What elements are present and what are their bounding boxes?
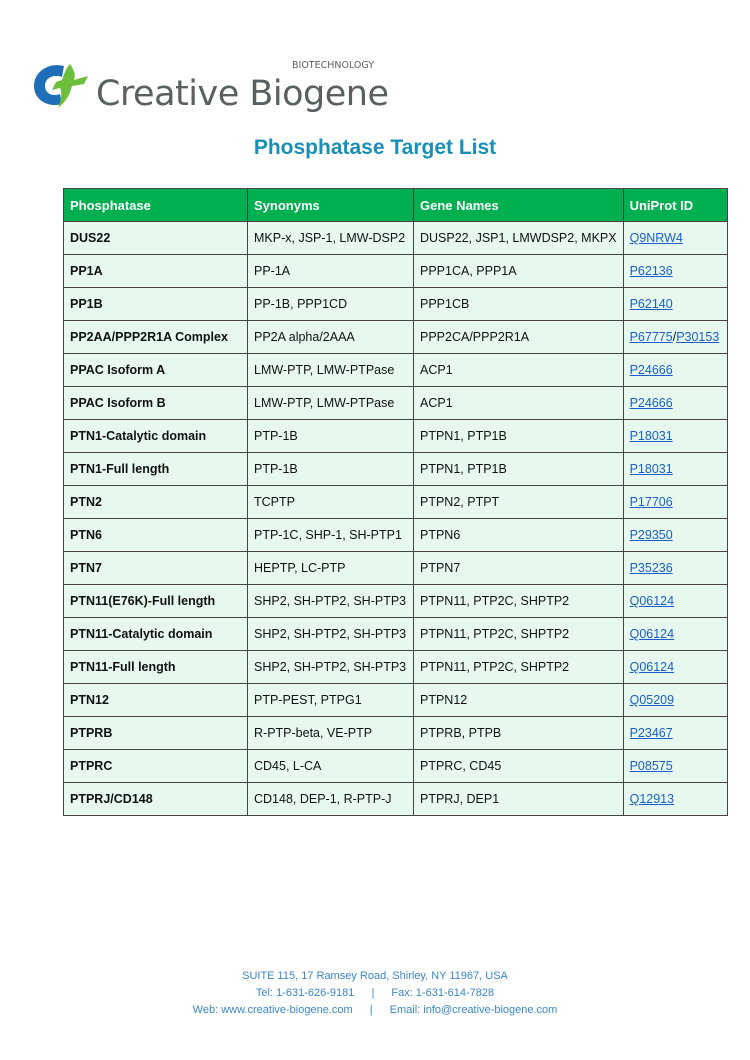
table-row [64, 354, 728, 387]
phosphatase-cell: PTPRJ/CD148 [64, 783, 248, 816]
synonyms-cell: PTP-1B [248, 420, 414, 453]
phosphatase-cell: PTN2 [64, 486, 248, 519]
phosphatase-cell: PTN1-Full length [64, 453, 248, 486]
uniprot-id-cell [623, 684, 727, 717]
phosphatase-cell: PTN7 [64, 552, 248, 585]
uniprot-link[interactable]: P67775 [629, 330, 673, 344]
synonyms-cell: SHP2, SH-PTP2, SH-PTP3 [248, 651, 414, 684]
uniprot-id-cell [623, 552, 727, 585]
gene-names-cell: PTPN12 [414, 684, 624, 717]
uniprot-link[interactable]: Q05209 [629, 693, 675, 707]
uniprot-id-cell [623, 420, 727, 453]
table-row [64, 651, 728, 684]
synonyms-cell: SHP2, SH-PTP2, SH-PTP3 [248, 585, 414, 618]
phosphatase-cell: PTN6 [64, 519, 248, 552]
table-row [64, 783, 728, 816]
uniprot-link[interactable]: P30153 [676, 330, 720, 344]
uniprot-link[interactable]: Q12913 [629, 792, 675, 806]
logo-mark-icon [30, 60, 100, 110]
table-row [64, 288, 728, 321]
uniprot-link[interactable]: P35236 [629, 561, 673, 575]
header-phosphatase: Phosphatase [64, 189, 248, 222]
uniprot-id-cell [623, 354, 727, 387]
gene-names-cell: PTPRB, PTPB [414, 717, 624, 750]
synonyms-cell: LMW-PTP, LMW-PTPase [248, 387, 414, 420]
gene-names-cell: PTPN1, PTP1B [414, 453, 624, 486]
header-uniprot-id: UniProt ID [623, 189, 727, 222]
gene-names-cell: ACP1 [414, 387, 624, 420]
uniprot-link[interactable]: P17706 [629, 495, 673, 509]
footer-separator: | [371, 987, 375, 999]
footer-tel: Tel: 1-631-626-9181 [255, 987, 355, 999]
table-row [64, 552, 728, 585]
footer-fax: Fax: 1-631-614-7828 [391, 987, 495, 999]
uniprot-link[interactable]: P24666 [629, 396, 673, 410]
table-row [64, 750, 728, 783]
synonyms-cell: PTP-1B [248, 453, 414, 486]
uniprot-id-cell [623, 288, 727, 321]
gene-names-cell: PTPN11, PTP2C, SHPTP2 [414, 585, 624, 618]
table-row [64, 321, 728, 354]
uniprot-id-cell [623, 651, 727, 684]
phosphatase-cell: PTPRC [64, 750, 248, 783]
uniprot-link[interactable]: P23467 [629, 726, 673, 740]
synonyms-cell: TCPTP [248, 486, 414, 519]
uniprot-id-cell [623, 783, 727, 816]
gene-names-cell: PPP2CA/PPP2R1A [414, 321, 624, 354]
gene-names-cell: PTPN6 [414, 519, 624, 552]
uniprot-link[interactable]: P62136 [629, 264, 673, 278]
header-gene-names: Gene Names [414, 189, 624, 222]
synonyms-cell: LMW-PTP, LMW-PTPase [248, 354, 414, 387]
gene-names-cell: PTPN2, PTPT [414, 486, 624, 519]
uniprot-link[interactable]: Q06124 [629, 594, 675, 608]
uniprot-id-cell [623, 453, 727, 486]
gene-names-cell: PTPN11, PTP2C, SHPTP2 [414, 618, 624, 651]
logo-tagline: BIOTECHNOLOGY [292, 60, 375, 71]
phosphatase-cell: PTPRB [64, 717, 248, 750]
table-row [64, 684, 728, 717]
phosphatase-cell: PTN11-Full length [64, 651, 248, 684]
uniprot-id-cell [623, 750, 727, 783]
uniprot-id-cell [623, 585, 727, 618]
phosphatase-cell: PTN11-Catalytic domain [64, 618, 248, 651]
phosphatase-cell: PTN12 [64, 684, 248, 717]
phosphatase-cell: PP2AA/PPP2R1A Complex [64, 321, 248, 354]
phosphatase-cell: PPAC Isoform B [64, 387, 248, 420]
uniprot-link[interactable]: P18031 [629, 429, 673, 443]
uniprot-link[interactable]: P29350 [629, 528, 673, 542]
uniprot-id-cell [623, 717, 727, 750]
footer-email[interactable]: Email: info@creative-biogene.com [389, 1004, 558, 1016]
table-row [64, 420, 728, 453]
table-row [64, 387, 728, 420]
footer-web-line [0, 1002, 750, 1019]
table-row [64, 222, 728, 255]
id-separator: / [672, 330, 677, 344]
table-row [64, 618, 728, 651]
gene-names-cell: PTPN7 [414, 552, 624, 585]
gene-names-cell: PPP1CB [414, 288, 624, 321]
gene-names-cell: PTPN11, PTP2C, SHPTP2 [414, 651, 624, 684]
logo-name: Creative Biogene [96, 74, 389, 114]
gene-names-cell: PPP1CA, PPP1A [414, 255, 624, 288]
page-title: Phosphatase Target List [253, 136, 497, 159]
gene-names-cell: PTPRC, CD45 [414, 750, 624, 783]
table-row [64, 453, 728, 486]
phosphatase-cell: PP1B [64, 288, 248, 321]
phosphatase-cell: PPAC Isoform A [64, 354, 248, 387]
gene-names-cell: PTPRJ, DEP1 [414, 783, 624, 816]
synonyms-cell: SHP2, SH-PTP2, SH-PTP3 [248, 618, 414, 651]
phosphatase-cell: PTN11(E76K)-Full length [64, 585, 248, 618]
gene-names-cell: PTPN1, PTP1B [414, 420, 624, 453]
synonyms-cell: PTP-1C, SHP-1, SH-PTP1 [248, 519, 414, 552]
uniprot-id-cell [623, 486, 727, 519]
synonyms-cell: MKP-x, JSP-1, LMW-DSP2 [248, 222, 414, 255]
table-header-row [64, 189, 728, 222]
synonyms-cell: CD148, DEP-1, R-PTP-J [248, 783, 414, 816]
company-logo [30, 58, 390, 114]
header-synonyms: Synonyms [248, 189, 414, 222]
uniprot-id-cell [623, 222, 727, 255]
phosphatase-cell: PTN1-Catalytic domain [64, 420, 248, 453]
synonyms-cell: R-PTP-beta, VE-PTP [248, 717, 414, 750]
footer-web[interactable]: Web: www.creative-biogene.com [192, 1004, 353, 1016]
uniprot-id-cell [623, 519, 727, 552]
synonyms-cell: PP2A alpha/2AAA [248, 321, 414, 354]
synonyms-cell: PP-1B, PPP1CD [248, 288, 414, 321]
uniprot-link[interactable]: P18031 [629, 462, 673, 476]
gene-names-cell: DUSP22, JSP1, LMWDSP2, MKPX [414, 222, 624, 255]
table-row [64, 519, 728, 552]
uniprot-id-cell [623, 387, 727, 420]
footer-separator: | [369, 1004, 373, 1016]
footer-address: SUITE 115, 17 Ramsey Road, Shirley, NY 11967, USA [242, 970, 508, 982]
table-row [64, 585, 728, 618]
phosphatase-table [63, 188, 728, 816]
uniprot-link[interactable]: P08575 [629, 759, 673, 773]
footer-phone-line [0, 985, 750, 1002]
uniprot-link[interactable]: P24666 [629, 363, 673, 377]
gene-names-cell: ACP1 [414, 354, 624, 387]
uniprot-link[interactable]: Q9NRW4 [629, 231, 683, 245]
table-row [64, 255, 728, 288]
phosphatase-cell: DUS22 [64, 222, 248, 255]
phosphatase-cell: PP1A [64, 255, 248, 288]
uniprot-link[interactable]: Q06124 [629, 627, 675, 641]
uniprot-link[interactable]: P62140 [629, 297, 673, 311]
uniprot-id-cell [623, 618, 727, 651]
uniprot-id-cell [623, 255, 727, 288]
table-row [64, 717, 728, 750]
table-row [64, 486, 728, 519]
synonyms-cell: PP-1A [248, 255, 414, 288]
footer [0, 968, 750, 1019]
uniprot-link[interactable]: Q06124 [629, 660, 675, 674]
synonyms-cell: CD45, L-CA [248, 750, 414, 783]
synonyms-cell: HEPTP, LC-PTP [248, 552, 414, 585]
uniprot-id-cell [623, 321, 727, 354]
synonyms-cell: PTP-PEST, PTPG1 [248, 684, 414, 717]
